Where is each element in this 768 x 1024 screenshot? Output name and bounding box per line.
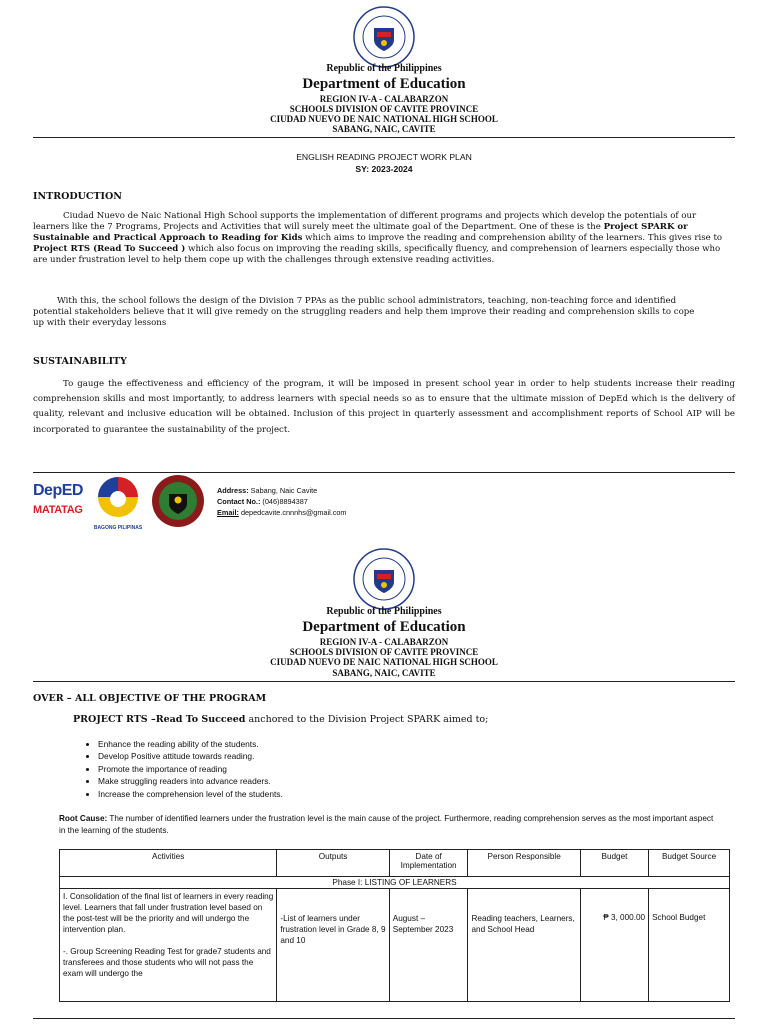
email-line: Email: depedcavite.cnnnhs@gmail.com — [217, 508, 347, 517]
table-header-row — [60, 850, 730, 877]
objective-heading: OVER – ALL OBJECTIVE OF THE PROGRAM — [33, 693, 267, 704]
list-item: • Promote the importance of reading — [98, 763, 283, 775]
list-item: • Make struggling readers into advance readers. — [98, 775, 283, 787]
division-line-page2: SCHOOLS DIVISION OF CAVITE PROVINCE — [289, 647, 479, 657]
footer-rule-page2 — [33, 1018, 735, 1019]
sustainability-paragraph: To gauge the effectiveness and efficiency of the program, it will be imposed in present school year in order to help students increase their reading comprehension skills and most importantly, to address learners with special needs so as to ensure that the ultimate mission of DepEd which is the delivery of quality, relevant and inclusive education will be obtained. Inclusion of this project in quarterly assessment and accomplishment reports of School AIP will be incorporated to guarantee the sustainability of the project. — [33, 379, 735, 435]
plan-sy: SY: 2023-2024 — [355, 164, 413, 174]
objective-lead: PROJECT RTS –Read To Succeed anchored to the Division Project SPARK aimed to; — [73, 714, 489, 725]
header-activities: Activities — [60, 850, 277, 877]
bagong-pilipinas-emblem-icon — [89, 474, 147, 520]
root-cause-paragraph: Root Cause: The number of identified learners under the frustration level is the main cause of the project. Furthermore, reading comprehension serves as the most important aspect in the learning of the students. — [59, 814, 714, 835]
activity-2-text: -. Group Screening Reading Test for grade7 students and transferees and those students who will not pass the exam will undergo the — [63, 947, 271, 978]
list-item: • Develop Positive attitude towards reading. — [98, 750, 283, 762]
address-line: Address: Sabang, Naic Cavite — [217, 486, 318, 495]
activity-1-text: I. Consolidation of the final list of learners in every reading level. Learners that fall under frustration level based on the post-test will be the priority and will undergo the intervention plan. — [63, 892, 274, 934]
department-line-page2: Department of Education — [302, 619, 466, 635]
header-outputs: Outputs — [277, 850, 389, 877]
republic-line: Republic of the Philippines — [326, 63, 442, 74]
footer-contact — [217, 485, 347, 518]
source-cell: School Budget — [649, 889, 730, 1002]
matatag-logo-text: MATATAG — [33, 504, 83, 516]
header-date: Date of Implementation — [389, 850, 468, 877]
deped-seal-icon-page2 — [353, 548, 415, 610]
introduction-paragraph-2: With this, the school follows the design of the Division 7 PPAs as the public school administrators, teaching, non-teaching force and identified potential stakeholders believe that it will give remedy on the struggling readers and help them improve their reading and comprehension skills to cope up with their everyday lessons — [33, 296, 695, 328]
plan-title: ENGLISH READING PROJECT WORK PLAN — [296, 152, 472, 162]
header-budget: Budget — [580, 850, 648, 877]
introduction-paragraph-1: Ciudad Nuevo de Naic National High School supports the implementation of different programs and projects which develop the potentials of our learners like the 7 Programs, Projects and Activities that will surely meet the ultimate goal of the Department. One of these is the Project SPARK or Sustainable and Practical Approach to Reading for Kids which aims to improve the reading and comprehension ability of the learners. This gives rise to Project RTS (Read To Succeed ) which also focus on improving the reading skills, specifically fluency, and comprehension of learners especially those who are under frustration level to help them cope up with the challenges through extensive reading activities. — [33, 211, 723, 265]
sustainability-heading: SUSTAINABILITY — [33, 356, 127, 367]
phase-row — [60, 877, 730, 889]
header-rule-page2 — [33, 681, 735, 682]
table-row — [60, 889, 730, 1002]
school-seal-icon — [151, 474, 205, 528]
header-rule — [33, 137, 735, 138]
school-line: CIUDAD NUEVO DE NAIC NATIONAL HIGH SCHOOL — [270, 114, 498, 124]
bagong-pilipinas-text: BAGONG PILIPINAS — [93, 525, 143, 531]
location-line: SABANG, NAIC, CAVITE — [332, 124, 436, 134]
objective-bullet-list — [78, 738, 283, 800]
work-plan-table — [59, 849, 730, 1002]
contact-line: Contact No.: (046)8894387 — [217, 497, 308, 506]
region-line-page2: REGION IV-A - CALABARZON — [319, 637, 449, 647]
deped-matatag-logo — [33, 480, 85, 524]
activity-cell — [60, 889, 277, 1002]
bagong-pilipinas-logo — [89, 474, 147, 529]
output-cell: -List of learners under frustration level in Grade 8, 9 and 10 — [277, 889, 389, 1002]
republic-line-page2: Republic of the Philippines — [326, 606, 442, 617]
deped-seal-icon — [353, 6, 415, 68]
location-line-page2: SABANG, NAIC, CAVITE — [332, 668, 436, 678]
phase-1-label: Phase I: LISTING OF LEARNERS — [60, 877, 730, 889]
email-link[interactable]: depedcavite.cnnnhs@gmail.com — [240, 508, 347, 517]
list-item: • Enhance the reading ability of the students. — [98, 738, 283, 750]
introduction-heading: INTRODUCTION — [33, 191, 122, 202]
person-cell: Reading teachers, Learners, and School Head — [468, 889, 580, 1002]
header-person: Person Responsible — [468, 850, 580, 877]
department-line: Department of Education — [302, 76, 466, 92]
school-line-page2: CIUDAD NUEVO DE NAIC NATIONAL HIGH SCHOOL — [270, 657, 498, 667]
header-source: Budget Source — [649, 850, 730, 877]
deped-logo-text: DepED — [33, 482, 83, 499]
date-cell: August – September 2023 — [389, 889, 468, 1002]
budget-cell: ₱ 3, 000.00 — [580, 889, 648, 1002]
region-line: REGION IV-A - CALABARZON — [319, 94, 449, 104]
list-item: • Increase the comprehension level of the students. — [98, 788, 283, 800]
division-line: SCHOOLS DIVISION OF CAVITE PROVINCE — [289, 104, 479, 114]
